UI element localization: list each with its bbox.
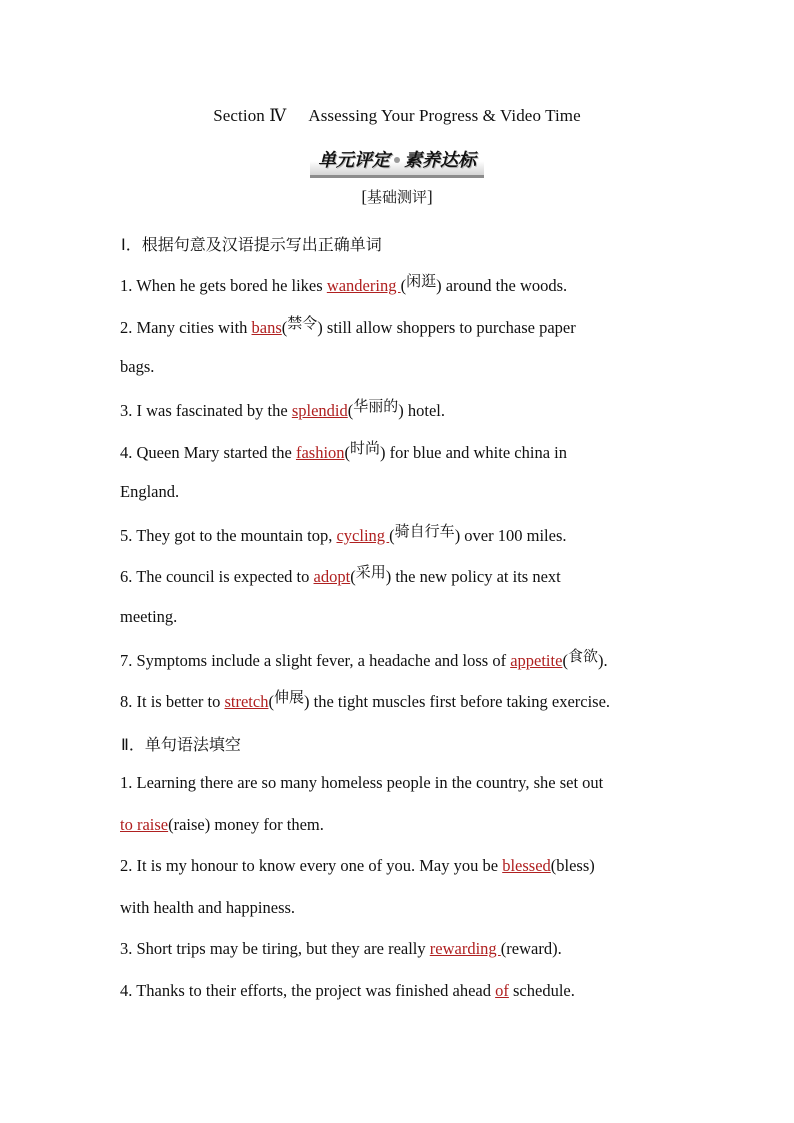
answer: fashion [295, 443, 345, 462]
part1-heading-text: Ⅰ．根据句意及汉语提示写出正确单词 [121, 235, 382, 254]
part2-heading [121, 732, 241, 755]
list-item: 5. They got to the mountain top, cycling (骑自行车) over 100 miles. [120, 522, 567, 545]
list-item: 1. When he gets bored he likes wandering (闲逛) around the woods. [120, 272, 568, 295]
answer: rewarding [429, 939, 501, 958]
list-item: 1. Learning there are so many homeless people in the country, she set out [120, 773, 604, 792]
item-text: 7. Symptoms include a slight fever, a headache and loss of [120, 651, 511, 670]
list-item: 8. It is better to stretch(伸展) the tight muscles first before taking exercise. [120, 688, 611, 711]
item-text: ) still allow shoppers to purchase paper [317, 318, 576, 337]
list-item-continued: meeting. [120, 607, 178, 626]
banner-right-text: 素养达标 [404, 150, 476, 171]
answer: of [495, 981, 509, 1000]
hint: 骑自行车 [394, 522, 455, 540]
item-text: ) hotel. [398, 401, 446, 420]
section-number: Section Ⅳ [213, 106, 287, 125]
list-item: 4. Queen Mary started the fashion(时尚) for blue and white china in [120, 439, 567, 462]
list-item [120, 981, 575, 1001]
list-item-continued: bags. [120, 357, 155, 376]
item-text: ) around the woods. [436, 276, 568, 295]
answer: stretch [224, 692, 269, 711]
unit-banner [310, 144, 484, 178]
banner-left-text: 单元评定 [318, 150, 390, 171]
answer: to raise [120, 815, 169, 834]
unit-banner-wrap [0, 144, 794, 178]
hint: 华丽的 [353, 397, 399, 415]
item-text: 3. I was fascinated by the [120, 401, 292, 420]
subhead: [基础测评] [361, 187, 433, 206]
hint: 禁令 [287, 314, 318, 332]
list-item [120, 939, 562, 959]
item-text: ) over 100 miles. [454, 526, 567, 545]
answer: cycling [336, 526, 390, 545]
section-title [0, 106, 794, 126]
item-text: 2. Many cities with [120, 318, 252, 337]
answer: bans [251, 318, 282, 337]
item-text: 8. It is better to [120, 692, 225, 711]
list-item: 7. Symptoms include a slight fever, a headache and loss of appetite(食欲). [120, 647, 608, 670]
hint: 伸展 [273, 688, 304, 706]
part1-heading [121, 232, 382, 255]
list-item: 6. The council is expected to adopt(采用) the new policy at its next [120, 563, 561, 586]
item-text: ) for blue and white china in [380, 443, 567, 462]
answer: splendid [291, 401, 348, 420]
answer: appetite [510, 651, 563, 670]
list-item-continued [120, 815, 324, 835]
list-item: 3. I was fascinated by the splendid(华丽的) hotel. [120, 397, 446, 420]
answer: adopt [313, 567, 351, 586]
item-text: schedule. [508, 981, 575, 1000]
list-item-continued: with health and happiness. [120, 898, 296, 917]
item-text: 4. Queen Mary started the [120, 443, 296, 462]
item-text: 6. The council is expected to [120, 567, 314, 586]
hint: 食欲 [567, 647, 598, 665]
answer: blessed [502, 856, 551, 875]
section-name: Assessing Your Progress & Video Time [308, 106, 581, 125]
hint: 闲逛 [406, 272, 437, 290]
list-item: 2. Many cities with bans(禁令) still allow shoppers to purchase paper [120, 314, 576, 337]
item-text: 4. Thanks to their efforts, the project was finished ahead [120, 981, 496, 1000]
item-text: (raise) money for them. [168, 815, 324, 834]
item-text: (reward). [500, 939, 562, 958]
item-text: ). [597, 651, 608, 670]
item-text: 2. It is my honour to know every one of you. May you be [120, 856, 503, 875]
answer: wandering [326, 276, 401, 295]
item-text: (bless) [550, 856, 595, 875]
subhead-text: 基础测评 [366, 188, 427, 206]
hint: 采用 [355, 563, 386, 581]
hint: 时尚 [350, 439, 381, 457]
part2-heading-text: Ⅱ．单句语法填空 [121, 735, 241, 754]
item-text: ) the tight muscles first before taking exercise. [303, 692, 611, 711]
item-text: 1. When he gets bored he likes [120, 276, 327, 295]
banner-dot-icon [394, 157, 400, 163]
list-item-continued: England. [120, 482, 180, 501]
item-text: ) the new policy at its next [385, 567, 561, 586]
item-text: 3. Short trips may be tiring, but they are really [120, 939, 430, 958]
item-text: 5. They got to the mountain top, [120, 526, 337, 545]
list-item [120, 856, 595, 876]
